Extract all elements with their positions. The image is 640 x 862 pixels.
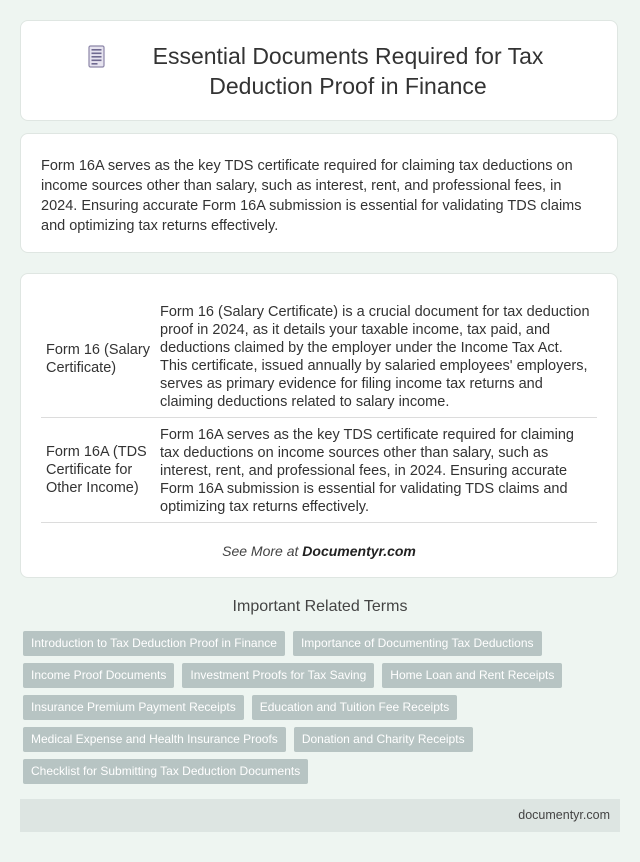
description-cell: Form 16A serves as the key TDS certificate required for claiming tax deductions on income sources other than salary, such as interest, rent, and professional fees, in 2024. Ensuring accurate Form 16A submission is essential for validating TDS claims and optimizing tax returns effectively. (155, 418, 597, 523)
table-row (41, 300, 597, 418)
document-icon (75, 45, 119, 69)
table-row (41, 418, 597, 523)
related-term-tag[interactable]: Insurance Premium Payment Receipts (23, 695, 244, 720)
page-title: Essential Documents Required for Tax Deduction Proof in Finance (152, 42, 544, 99)
related-term-tag[interactable]: Home Loan and Rent Receipts (382, 663, 562, 688)
title-row (21, 41, 617, 101)
related-term-tag[interactable]: Introduction to Tax Deduction Proof in Finance (23, 631, 285, 656)
term-cell: Form 16 (Salary Certificate) (46, 341, 150, 376)
details-card (20, 273, 618, 578)
footer (20, 799, 620, 832)
term-cell: Form 16A (TDS Certificate for Other Income) (41, 418, 155, 523)
title-card (20, 20, 618, 121)
related-term-tag[interactable]: Donation and Charity Receipts (294, 727, 473, 752)
related-term-tag[interactable]: Education and Tuition Fee Receipts (252, 695, 457, 720)
footer-site[interactable]: documentyr.com (518, 808, 610, 822)
related-terms-title: Important Related Terms (232, 598, 408, 615)
related-term-tag[interactable]: Income Proof Documents (23, 663, 174, 688)
see-more-prefix: See More at (222, 543, 303, 559)
see-more-link[interactable] (41, 543, 597, 559)
related-term-tag[interactable]: Medical Expense and Health Insurance Proofs (23, 727, 286, 752)
related-term-tag[interactable]: Checklist for Submitting Tax Deduction Documents (23, 759, 308, 784)
related-terms-list (23, 631, 603, 784)
related-term-tag[interactable]: Importance of Documenting Tax Deductions (293, 631, 542, 656)
related-term-tag[interactable]: Investment Proofs for Tax Saving (182, 663, 374, 688)
intro-text: Form 16A serves as the key TDS certificate required for claiming tax deductions on income sources other than salary, such as interest, rent, and professional fees, in 2024. Ensuring accurate Form 16A submission is essential for validating TDS claims and optimizing tax returns effectively. (41, 158, 582, 234)
see-more-site: Documentyr.com (302, 543, 416, 559)
documents-table (41, 300, 597, 523)
description-cell: Form 16 (Salary Certificate) is a crucial document for tax deduction proof in 2024, as it details your taxable income, tax paid, and deductions claimed by the employer under the Income Tax Act. This certificate, issued annually by salaried employees' employers, serves as primary evidence for filing income tax returns and claiming deductions related to salary income. (160, 304, 590, 410)
intro-card (20, 133, 618, 253)
